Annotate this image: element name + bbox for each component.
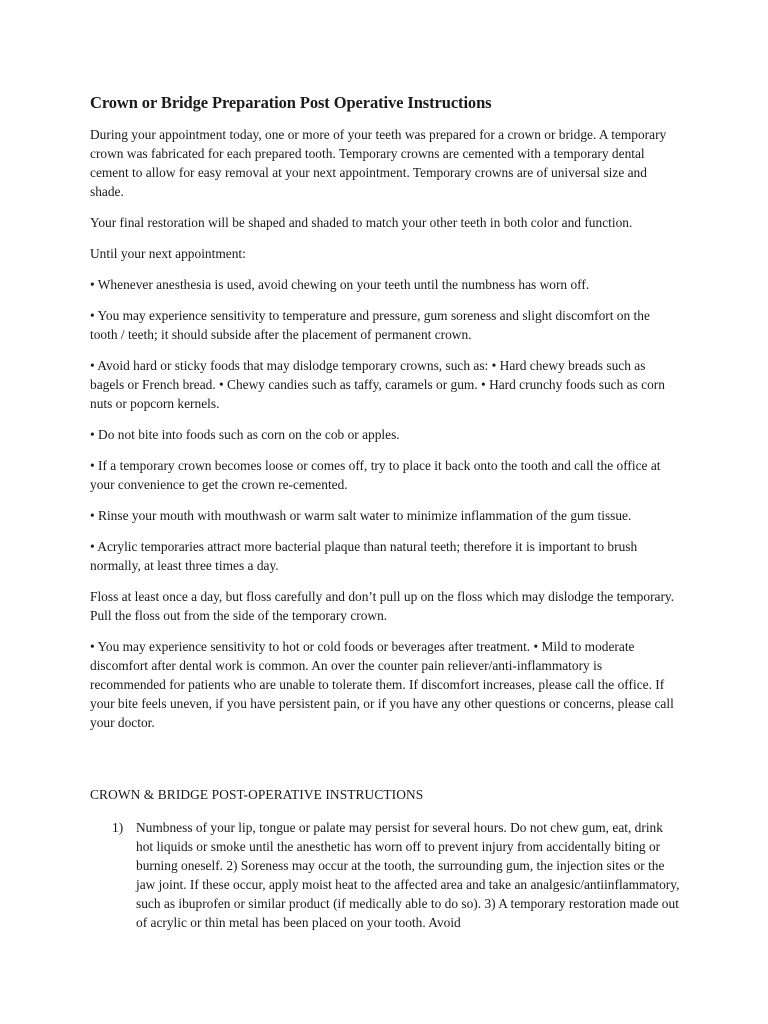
- bullet-avoid-foods: • Avoid hard or sticky foods that may dislodge temporary crowns, such as: • Hard chewy breads such as bagels or French bread. • Chewy candies such as taffy, caramels or gum. • Hard crunchy foods such as corn nuts or popcorn kernels.: [90, 357, 665, 411]
- document-title: Crown or Bridge Preparation Post Operative Instructions: [90, 93, 492, 112]
- bullet-rinse: • Rinse your mouth with mouthwash or warm salt water to minimize inflammation of the gum tissue.: [90, 507, 632, 523]
- bullet-corn-apples: • Do not bite into foods such as corn on the cob or apples.: [90, 426, 400, 442]
- bullet-loose-crown: • If a temporary crown becomes loose or comes off, try to place it back onto the tooth and call the office at your convenience to get the crown re-cemented.: [90, 457, 661, 492]
- paragraph-intro: During your appointment today, one or more of your teeth was prepared for a crown or bridge. A temporary crown was fabricated for each prepared tooth. Temporary crowns are cemented with a temporary dental cement to allow for easy removal at your next appointment. Temporary crowns are of universal size and shade.: [90, 126, 667, 199]
- list-item-number: 1): [112, 819, 124, 835]
- paragraph-until-next: Until your next appointment:: [90, 245, 246, 261]
- paragraph-final-restoration: Your final restoration will be shaped and shaded to match your other teeth in both color and function.: [90, 214, 633, 230]
- paragraph-floss: Floss at least once a day, but floss carefully and don’t pull up on the floss which may dislodge the temporary. Pull the floss out from the side of the temporary crown.: [90, 588, 675, 623]
- numbered-list: [90, 818, 680, 932]
- bullet-acrylic-plaque: • Acrylic temporaries attract more bacterial plaque than natural teeth; therefore it is important to brush normally, at least three times a day.: [90, 538, 638, 573]
- bullet-sensitivity: • You may experience sensitivity to temperature and pressure, gum soreness and slight discomfort on the tooth / teeth; it should subside after the placement of permanent crown.: [90, 307, 650, 342]
- document-page: [90, 93, 680, 932]
- section-heading: CROWN & BRIDGE POST-OPERATIVE INSTRUCTIONS: [90, 786, 424, 802]
- bullet-hot-cold-sensitivity: • You may experience sensitivity to hot or cold foods or beverages after treatment. • Mild to moderate discomfort after dental work is common. An over the counter pain reliever/anti-inflammatory is recommended for patients who are unable to tolerate them. If discomfort increases, please call the office. If your bite feels uneven, if you have persistent pain, or if you have any other questions or concerns, please call your doctor.: [90, 638, 674, 730]
- bullet-anesthesia: • Whenever anesthesia is used, avoid chewing on your teeth until the numbness has worn off.: [90, 276, 590, 292]
- list-item-text: Numbness of your lip, tongue or palate may persist for several hours. Do not chew gum, eat, drink hot liquids or smoke until the anesthetic has worn off to prevent injury from accidentally biting or burning oneself. 2) Soreness may occur at the tooth, the surrounding gum, the injection sites or the jaw joint. If these occur, apply moist heat to the affected area and take an analgesic/antiinflammatory, such as ibuprofen or similar product (if medically able to do so). 3) A temporary restoration made out of acrylic or thin metal has been placed on your tooth. Avoid: [136, 819, 680, 930]
- list-item: [90, 818, 680, 932]
